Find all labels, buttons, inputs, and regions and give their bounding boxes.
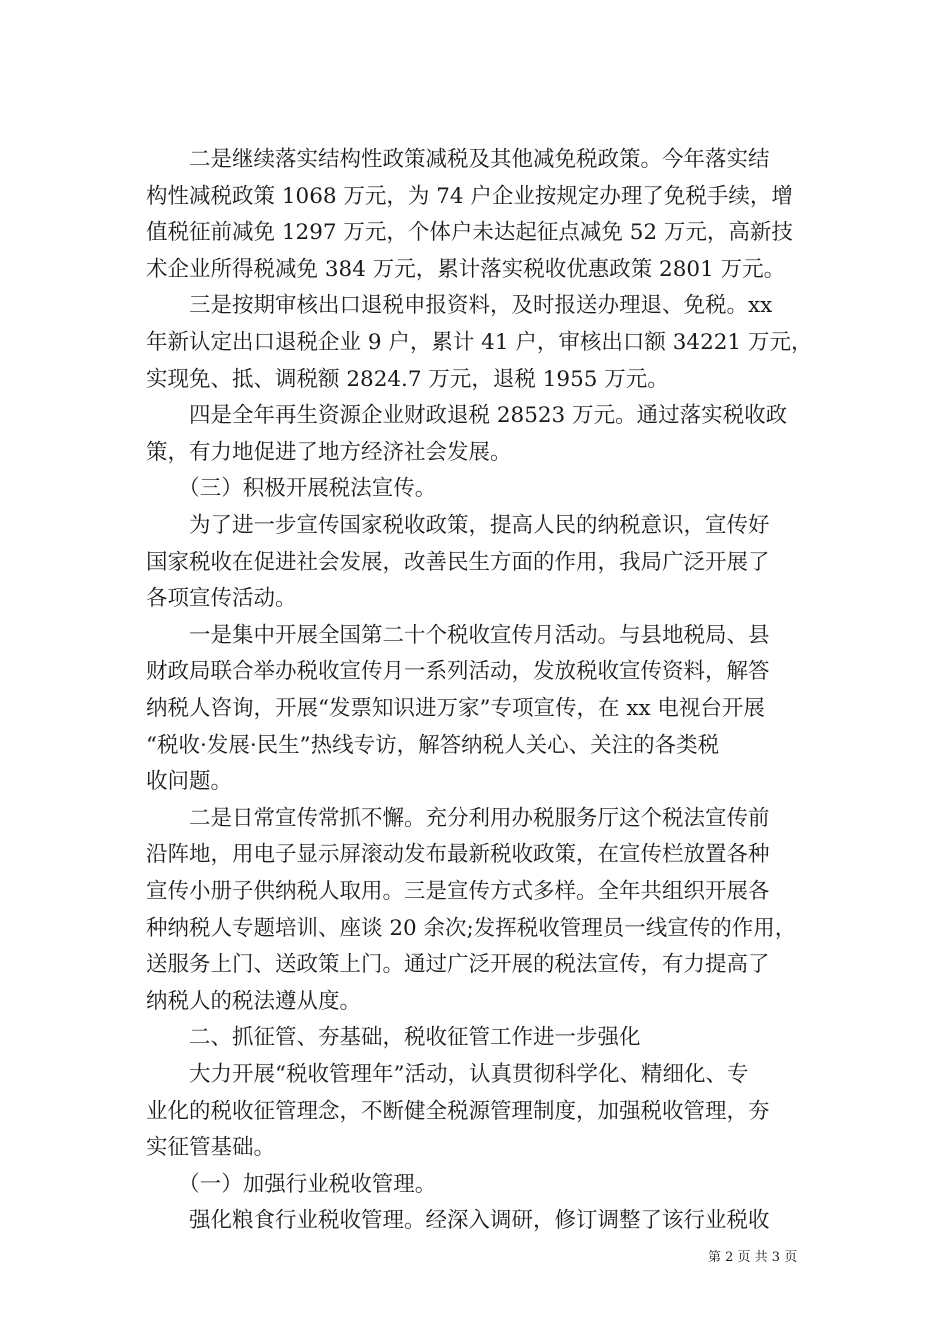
text-line: 实现免、抵、调税额 2824.7 万元，退税 1955 万元。 [146, 366, 669, 392]
text-line: 各项宣传活动。 [146, 586, 297, 612]
text-line: 大力开展“税收管理年”活动，认真贯彻科学化、精细化、专 [146, 1062, 749, 1087]
text-line: 业化的税收征管理念，不断健全税源管理制度，加强税收管理，夯 [146, 1098, 770, 1124]
text-line: 财政局联合举办税收宣传月一系列活动，发放税收宣传资料，解答 [146, 659, 770, 685]
text-line: “税收·发展·民生”热线专访，解答纳税人关心、关注的各类税 [146, 732, 720, 758]
text-line: 送服务上门、送政策上门。通过广泛开展的税法宣传，有力提高了 [146, 952, 770, 978]
text-line: 二是日常宣传常抓不懈。充分利用办税服务厅这个税法宣传前 [146, 805, 770, 831]
text-line: 强化粮食行业税收管理。经深入调研，修订调整了该行业税收 [146, 1208, 770, 1234]
text-line: 宣传小册子供纳税人取用。三是宣传方式多样。全年共组织开展各 [146, 879, 770, 904]
text-line: 四是全年再生资源企业财政退税 28523 万元。通过落实税收政 [146, 403, 788, 429]
text-line: 一是集中开展全国第二十个税收宣传月活动。与县地税局、县 [146, 622, 770, 648]
text-line: 纳税人咨询，开展“发票知识进万家”专项宣传，在 xx 电视台开展 [146, 696, 765, 721]
text-line: （三）积极开展税法宣传。 [146, 476, 437, 502]
text-line: 年新认定出口退税企业 9 户，累计 41 户，审核出口额 34221 万元， [146, 330, 813, 355]
text-line: 二、抓征管、夯基础，税收征管工作进一步强化 [146, 1025, 641, 1051]
text-line: 策，有力地促进了地方经济社会发展。 [146, 439, 512, 465]
text-line: 国家税收在促进社会发展，改善民生方面的作用，我局广泛开展了 [146, 549, 770, 575]
text-line: 二是继续落实结构性政策减税及其他减免税政策。今年落实结 [146, 147, 770, 172]
text-line: 构性减税政策 1068 万元，为 74 户企业按规定办理了免税手续，增 [146, 183, 793, 209]
text-line: （一）加强行业税收管理。 [146, 1171, 437, 1197]
text-line: 种纳税人专题培训、座谈 20 余次;发挥税收管理员一线宣传的作用， [146, 915, 797, 941]
text-line: 值税征前减免 1297 万元，个体户未达起征点减免 52 万元，高新技 [146, 220, 793, 246]
text-line: 沿阵地，用电子显示屏滚动发布最新税收政策，在宣传栏放置各种 [146, 842, 770, 868]
text-line: 三是按期审核出口退税申报资料，及时报送办理退、免税。xx [146, 293, 773, 319]
text-line: 术企业所得税减免 384 万元，累计落实税收优惠政策 2801 万元。 [146, 256, 786, 282]
page-footer: 第 2 页 共 3 页 [708, 1250, 798, 1265]
text-line: 为了进一步宣传国家税收政策，提高人民的纳税意识，宣传好 [146, 513, 770, 538]
text-line: 收问题。 [146, 769, 233, 795]
text-line: 实征管基础。 [146, 1135, 276, 1161]
text-line: 纳税人的税法遵从度。 [146, 988, 362, 1014]
